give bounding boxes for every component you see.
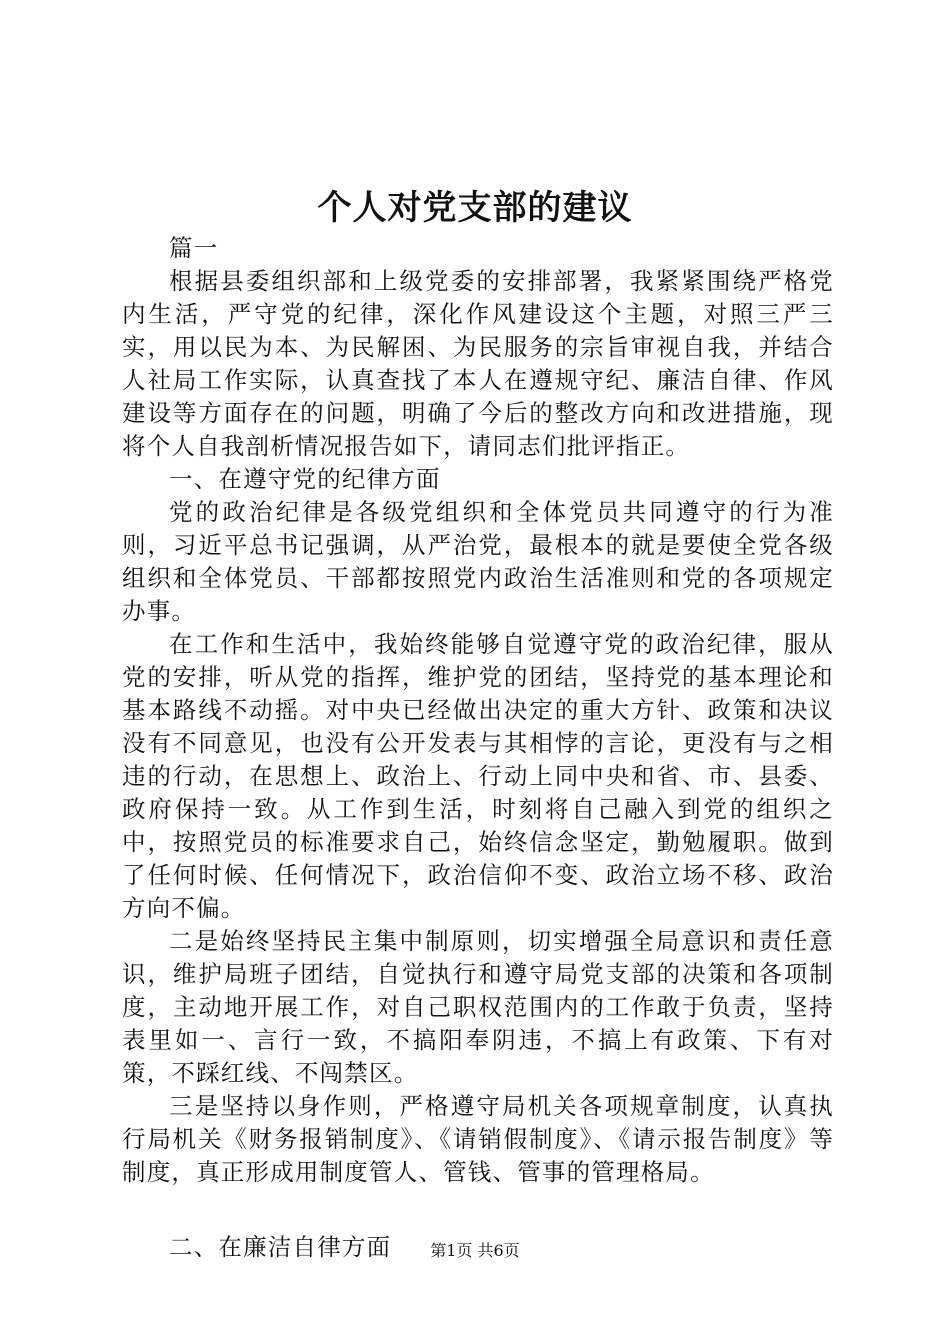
section-heading: 二、在廉洁自律方面 (169, 1233, 392, 1261)
page-footer: 第1页 共6页 (430, 1241, 520, 1260)
section-label: 篇一 (169, 234, 219, 262)
document-title: 个人对党支部的建议 (317, 188, 633, 228)
body-paragraph: 在工作和生活中，我始终能够自觉遵守党的政治纪律，服从党的安排，听从党的指挥，维护党的团结，坚持党的基本理论和基本路线不动摇。对中央已经做出决定的重大方针、政策和决议没有不同意见，也没有公开发表与其相悖的言论，更没有与之相违的行动，在思想上、政治上、行动上同中央和省、市、县委、政府保持一致。从工作到生活，时刻将自己融入到党的组织之中，按照党员的标准要求自己，始终信念坚定，勤勉履职。做到了任何时候、任何情况下，政治信仰不变、政治立场不移、政治方向不偏。 (122, 630, 834, 922)
body-paragraph: 根据县委组织部和上级党委的安排部署，我紧紧围绕严格党内生活，严守党的纪律，深化作风建设这个主题，对照三严三实，用以民为本、为民解困、为民服务的宗旨审视自我，并结合人社局工作实际，认真查找了本人在遵规守纪、廉洁自律、作风建设等方面存在的问题，明确了今后的整改方向和改进措施，现将个人自我剖析情况报告如下，请同志们批评指正。 (122, 267, 834, 460)
body-paragraph: 三是坚持以身作则，严格遵守局机关各项规章制度，认真执行局机关《财务报销制度》、《请销假制度》、《请示报告制度》等制度，真正形成用制度管人、管钱、管事的管理格局。 (122, 1092, 834, 1186)
body-paragraph: 二是始终坚持民主集中制原则，切实增强全局意识和责任意识，维护局班子团结，自觉执行和遵守局党支部的决策和各项制度，主动地开展工作，对自己职权范围内的工作敢于负责，坚持表里如一、言行一致，不搞阳奉阴违，不搞上有政策、下有对策，不踩红线、不闯禁区。 (122, 927, 834, 1087)
section-heading: 一、在遵守党的纪律方面 (169, 465, 441, 493)
document-body (122, 232, 834, 1264)
body-paragraph: 党的政治纪律是各级党组织和全体党员共同遵守的行为准则，习近平总书记强调，从严治党，最根本的就是要使全党各级组织和全体党员、干部都按照党内政治生活准则和党的各项规定办事。 (122, 498, 834, 625)
